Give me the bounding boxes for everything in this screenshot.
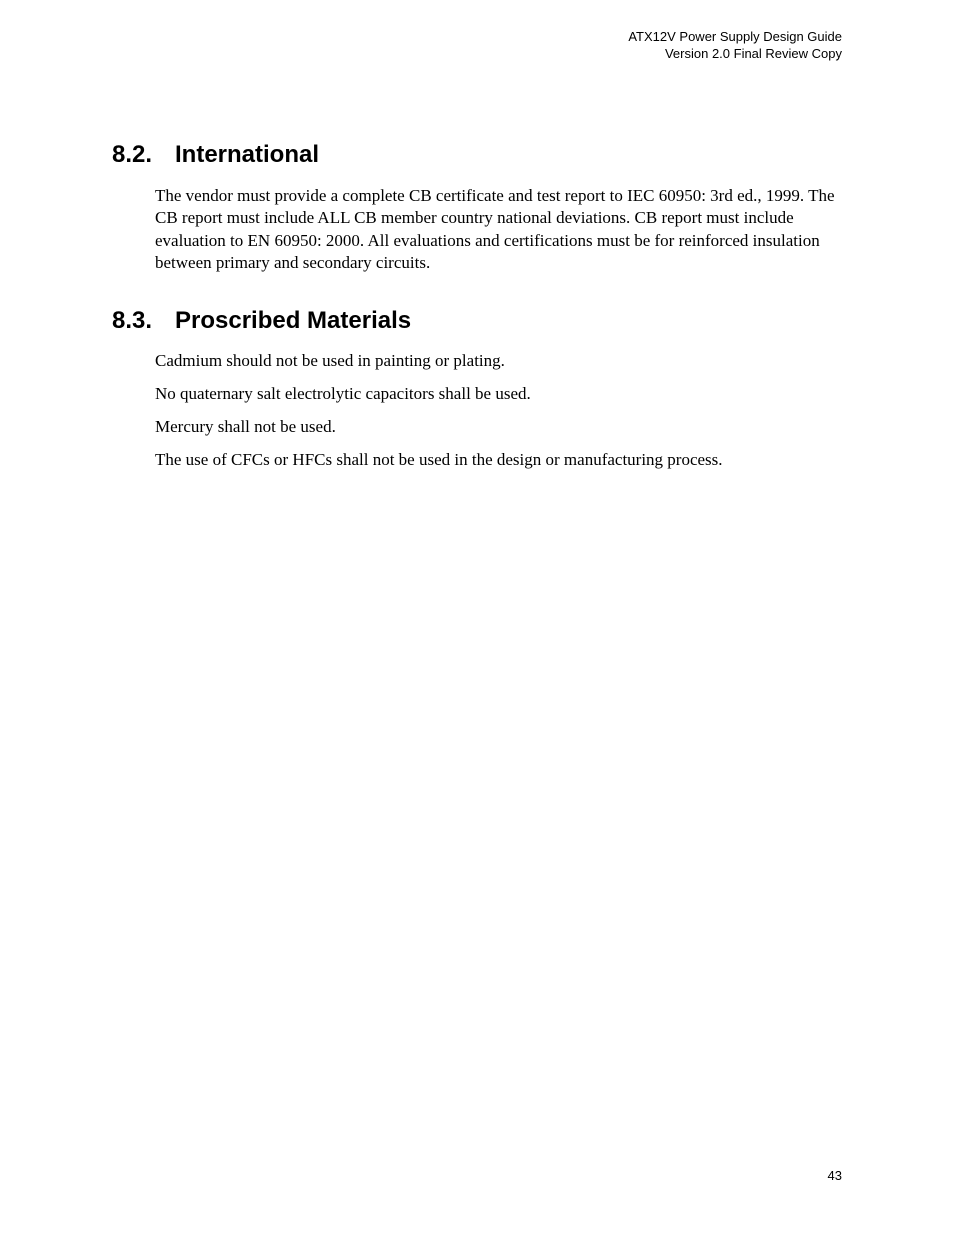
section-title: International — [175, 141, 320, 168]
section-number: 8.3. — [112, 307, 153, 334]
header-document-title: ATX12V Power Supply Design Guide — [628, 29, 842, 44]
header-version: Version 2.0 Final Review Copy — [664, 46, 842, 61]
section-title: Proscribed Materials — [175, 307, 412, 334]
paragraph-international-requirements: The vendor must provide a complete CB certificate and test report to IEC 60950: 3rd ed., 1999. The CB report must include ALL CB member country national deviations. CB report must include evaluation to EN 60950: 2000. All evaluations and certifications must be for reinforced insulation between primary and secondary circuits. — [155, 186, 835, 273]
section-number: 8.2. — [112, 141, 153, 168]
paragraph-quaternary-salt: No quaternary salt electrolytic capacitors shall be used. — [155, 384, 531, 403]
page-number: 43 — [827, 1168, 842, 1183]
section-heading-proscribed-materials — [112, 307, 411, 335]
paragraph-cfc-hfc: The use of CFCs or HFCs shall not be used in the design or manufacturing process. — [155, 450, 723, 469]
paragraph-cadmium: Cadmium should not be used in painting or plating. — [155, 351, 505, 370]
page-header — [628, 28, 842, 62]
section-heading-international — [112, 141, 319, 169]
paragraph-mercury: Mercury shall not be used. — [155, 417, 336, 436]
